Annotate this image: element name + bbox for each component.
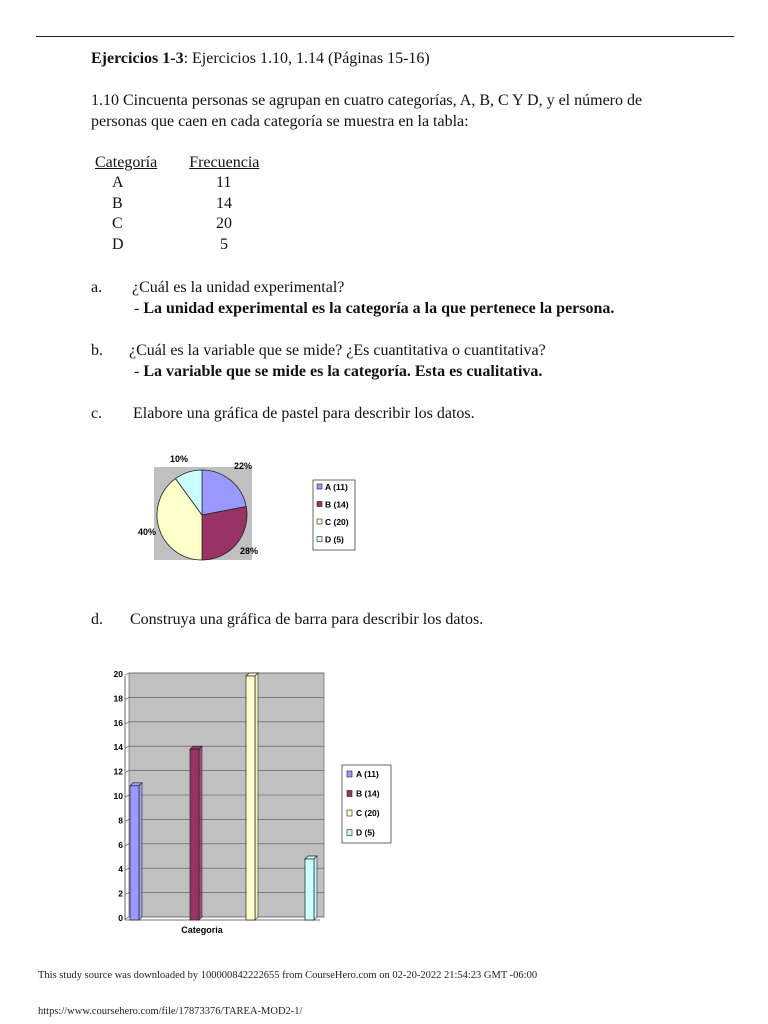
pie-legend-label-0: A (11) [325,482,348,492]
bar-y-tick-label-5: 10 [113,791,123,801]
bar-x-label: Categoria [181,925,223,935]
bar-axes [114,669,324,923]
pie-slices [157,470,247,560]
bar-legend-label-1: B (14) [356,788,380,799]
title-bold: Ejercicios 1-3 [91,50,184,67]
question-b-letter: b. [91,342,103,359]
question-d-text: Construya una gráfica de barra para describir los datos. [130,611,484,628]
answer-b-prefix: - [134,363,144,380]
question-c-text: Elabore una gráfica de pastel para describir los datos. [133,405,475,422]
pie-legend-swatch-2 [317,519,322,524]
bar-y-tick-label-2: 4 [118,864,123,875]
table-cat-b: B [112,195,123,212]
bar-tick-2 [125,868,129,870]
bar-legend-swatch-0 [347,771,352,777]
bar-tick-6 [125,771,129,773]
header-categoria: Categoría [95,154,158,171]
pie-legend [313,480,355,550]
pie-label-b: 28% [240,546,259,556]
pie-legend-swatch-3 [317,537,322,542]
bar-side-2 [255,673,258,920]
bar-y-tick-label-6: 12 [113,766,123,777]
table-freq-b: 14 [216,195,232,212]
bar-tick-0 [125,917,129,919]
top-rule [36,36,734,37]
intro-line-2: personas que caen en cada categoría se muestra en la tabla: [91,113,469,130]
bar-tick-5 [125,795,129,797]
bar-0 [130,786,139,920]
answer-b-text: La variable que se mide es la categoría. Esta es cualitativa. [143,363,543,380]
bar-y-tick-label-7: 14 [113,742,123,753]
title-rest: : Ejercicios 1.10, 1.14 (Páginas 15-16) [183,50,430,67]
bar-legend-label-3: D (5) [356,827,375,838]
bar-side-3 [314,856,317,920]
bar-tick-7 [125,746,129,748]
pie-legend-swatch-1 [317,502,322,507]
bar-y-tick-label-0: 0 [118,913,123,923]
bar-side-1 [199,746,202,920]
bar-tick-9 [125,697,129,699]
bar-y-tick-label-10: 20 [113,669,123,679]
pie-label-a: 22% [234,461,253,471]
pie-legend-swatch-0 [317,484,322,489]
question-a-letter: a. [91,279,103,296]
bar-legend-label-0: A (11) [356,769,379,779]
pie-legend-label-2: C (20) [325,517,349,527]
header-frecuencia: Frecuencia [189,154,260,171]
bar-y-tick-label-9: 18 [113,693,123,704]
bar-2 [246,676,255,920]
bar-tick-8 [125,722,129,724]
pie-legend-label-1: B (14) [325,499,349,510]
answer-a-text: La unidad experimental es la categoría a la que pertenece la persona. [143,300,615,317]
question-c-letter: c. [91,405,103,422]
footer-source: This study source was downloaded by 100000842222655 from CourseHero.com on 02-20-2022 21:54:23 GMT -06:00 [38,970,538,981]
bar-tick-10 [125,673,129,675]
answer-b [134,361,542,382]
bar-1 [190,749,199,920]
table-freq-c: 20 [216,215,232,232]
table-cat-d: D [112,236,124,253]
table-freq-d: 5 [220,236,228,253]
table-freq-a: 11 [216,174,232,191]
bar-legend-swatch-1 [347,791,352,797]
pie-label-d: 10% [170,454,189,464]
answer-a [134,298,614,319]
table-cat-c: C [112,215,123,232]
pie-label-c: 40% [138,527,157,537]
question-a-text: ¿Cuál es la unidad experimental? [132,279,345,296]
answer-a-prefix: - [134,300,144,317]
pie-legend-label-3: D (5) [325,534,344,545]
page-title [91,48,430,69]
question-b-text: ¿Cuál es la variable que se mide? ¿Es cuantitativa o cuantitativa? [129,342,546,359]
bar-tick-4 [125,819,129,821]
bar-y-tick-label-3: 6 [118,839,123,850]
table-header [95,153,276,173]
pie-chart [120,445,380,595]
bar-legend-swatch-2 [347,810,352,816]
table-cat-a: A [112,174,124,191]
bar-chart [100,660,400,945]
intro-line-1: 1.10 Cincuenta personas se agrupan en cuatro categorías, A, B, C Y D, y el número de [91,92,643,109]
bar-tick-1 [125,893,129,895]
bar-legend [342,765,391,843]
bar-3 [305,859,314,920]
bar-legend-swatch-3 [347,830,352,836]
bar-y-tick-label-4: 8 [118,815,123,826]
bar-y-tick-label-1: 2 [118,888,123,899]
footer-url[interactable]: https://www.coursehero.com/file/17873376/TAREA-MOD2-1/ [38,1006,303,1017]
bar-side-0 [139,783,142,920]
bar-legend-label-2: C (20) [356,808,380,818]
question-d-letter: d. [91,611,103,628]
bar-tick-3 [125,844,129,846]
bar-y-tick-label-8: 16 [113,717,123,728]
